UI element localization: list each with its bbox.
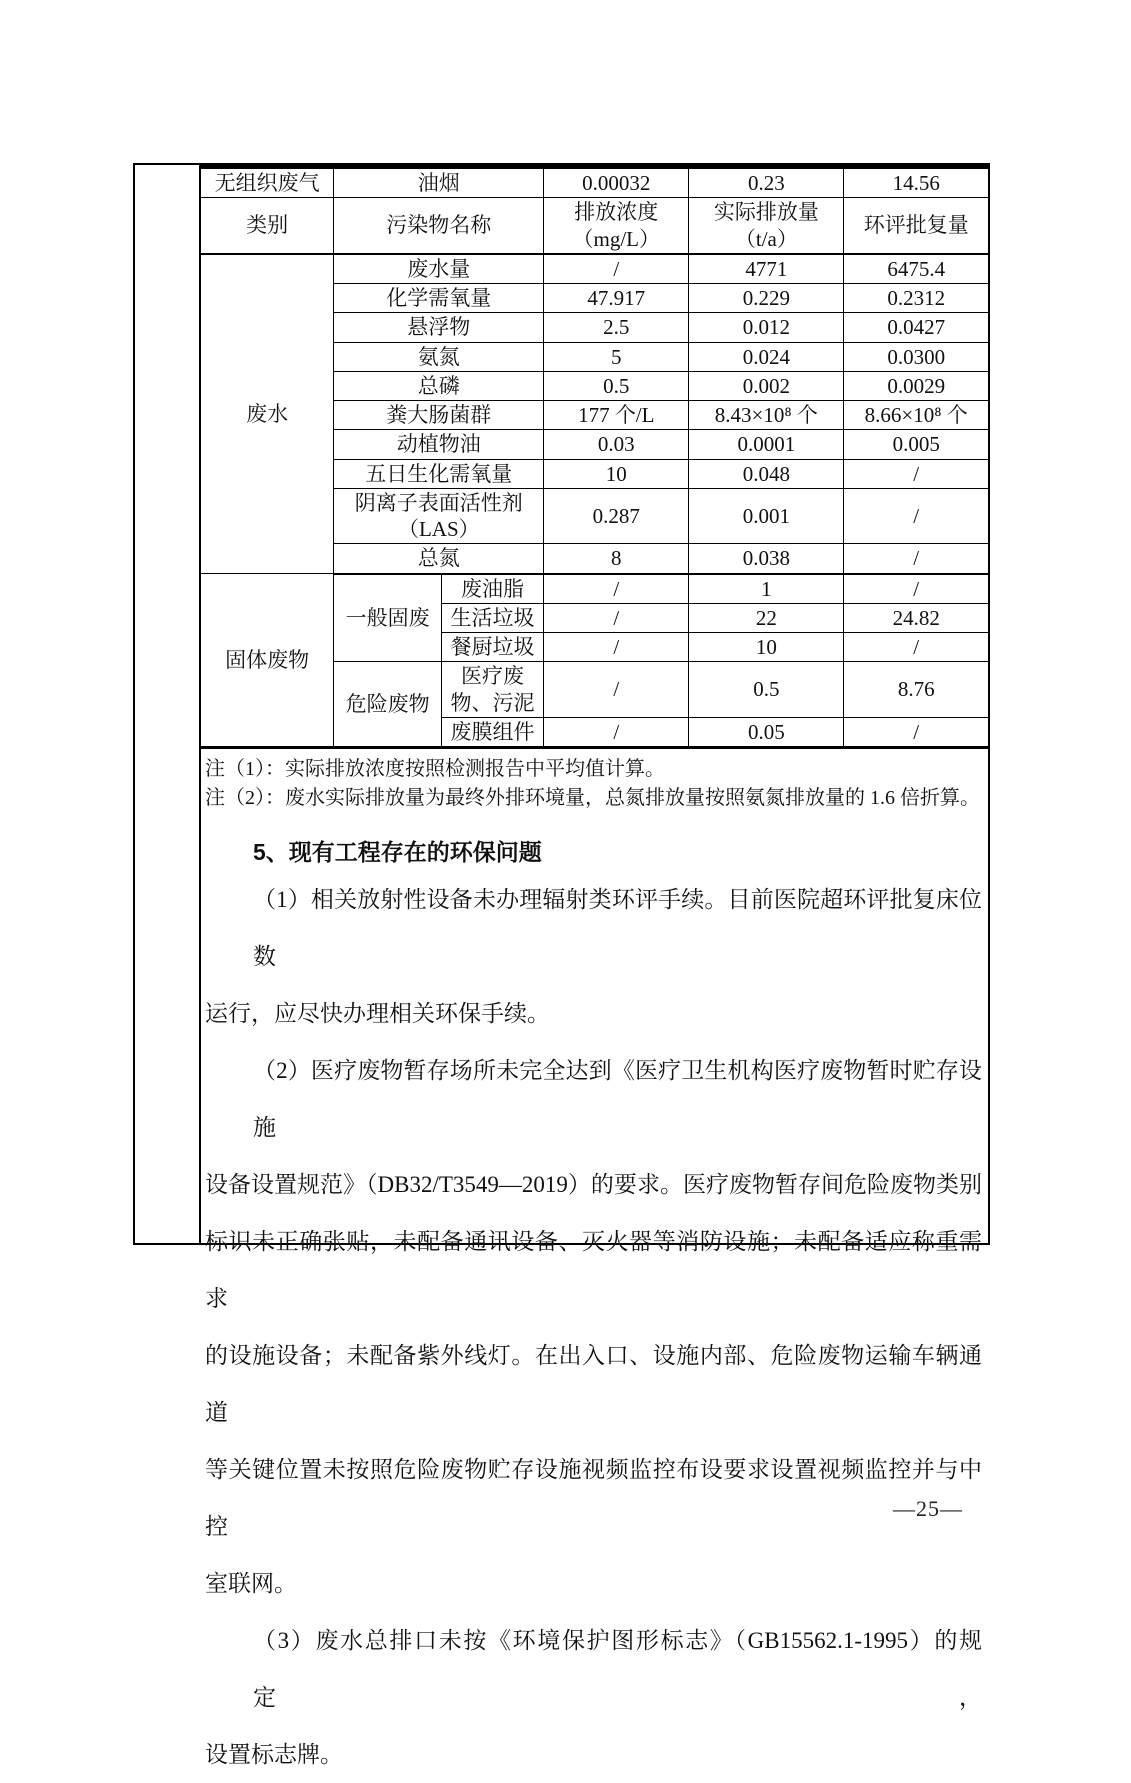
cell-actual: 4771 (689, 254, 844, 284)
cell-actual: 10 (689, 633, 844, 662)
cell-name-line2: 物、污泥 (450, 690, 535, 715)
header-pollutant: 污染物名称 (334, 198, 544, 254)
cell-name (334, 488, 544, 544)
cell-conc: / (544, 717, 689, 747)
header-concentration-line1: 排放浓度 (574, 200, 659, 225)
page-number: —25— (893, 1496, 963, 1521)
cell-solid-waste-category: 固体废物 (201, 574, 334, 748)
cell-approved: 0.2312 (844, 284, 988, 313)
cell-conc: 0.03 (544, 430, 689, 459)
cell-approved: 6475.4 (844, 254, 988, 284)
cell-approved: / (844, 459, 988, 488)
cell-name: 氨氮 (334, 342, 544, 371)
cell-actual: 0.0001 (689, 430, 844, 459)
header-concentration-line2: （mg/L） (572, 226, 661, 251)
header-actual (689, 198, 844, 254)
cell-name: 生活垃圾 (441, 603, 543, 632)
paragraph-2-line: 等关键位置未按照危险废物贮存设施视频监控布设要求设置视频监控并与中控 (205, 1457, 982, 1539)
cell-actual: 22 (689, 603, 844, 632)
cell-approved: / (844, 633, 988, 662)
cell-approved: / (844, 488, 988, 544)
emissions-table (201, 165, 988, 749)
paragraph-2-line: 标识未正确张贴，未配备通讯设备、灭火器等消防设施；未配备适应称重需求 (205, 1229, 982, 1311)
cell-name: 动植物油 (334, 430, 544, 459)
header-category: 类别 (201, 198, 334, 254)
cell-actual: 0.05 (689, 717, 844, 747)
cell-approved: 8.66×10⁸ 个 (844, 401, 988, 430)
cell-concentration: 0.00032 (544, 167, 689, 198)
cell-name: 粪大肠菌群 (334, 401, 544, 430)
cell-actual: 8.43×10⁸ 个 (689, 401, 844, 430)
cell-name: 悬浮物 (334, 313, 544, 342)
cell-approved: 24.82 (844, 603, 988, 632)
cell-name: 总氮 (334, 544, 544, 574)
cell-name (441, 662, 543, 718)
section-title: 5、现有工程存在的环保问题 (253, 839, 542, 865)
cell-approved: / (844, 717, 988, 747)
cell-conc: / (544, 633, 689, 662)
cell-conc: / (544, 603, 689, 632)
cell-name: 废水量 (334, 254, 544, 284)
cell-name: 餐厨垃圾 (441, 633, 543, 662)
paragraph-2-line: （2）医疗废物暂存场所未完全达到《医疗卫生机构医疗废物暂时贮存设施 (253, 1058, 982, 1140)
cell-conc: / (544, 254, 689, 284)
table-row-wastewater (201, 254, 988, 284)
cell-name: 废膜组件 (441, 717, 543, 747)
cell-conc: / (544, 574, 689, 604)
cell-name: 化学需氧量 (334, 284, 544, 313)
table-header-row (201, 198, 988, 254)
cell-pollutant: 油烟 (334, 167, 544, 198)
cell-approved: / (844, 544, 988, 574)
cell-actual: 0.23 (689, 167, 844, 198)
cell-conc: / (544, 662, 689, 718)
cell-name: 五日生化需氧量 (334, 459, 544, 488)
cell-actual: 0.001 (689, 488, 844, 544)
cell-category: 无组织废气 (201, 167, 334, 198)
paragraph-1-line: （1）相关放射性设备未办理辐射类环评手续。目前医院超环评批复床位数 (253, 887, 982, 969)
cell-approved: 0.0427 (844, 313, 988, 342)
form-left-empty-column (135, 165, 201, 1243)
paragraph-2-line: 设备设置规范》（DB32/T3549—2019）的要求。医疗废物暂存间危险废物类别 (205, 1172, 982, 1197)
cell-general-solid-label: 一般固废 (334, 574, 442, 662)
cell-approved: 14.56 (844, 167, 988, 198)
header-actual-line1: 实际排放量 (713, 200, 819, 225)
cell-wastewater-category: 废水 (201, 254, 334, 574)
table-notes (201, 749, 988, 812)
cell-actual: 0.229 (689, 284, 844, 313)
cell-conc: 10 (544, 459, 689, 488)
cell-approved: 8.76 (844, 662, 988, 718)
cell-name-line2: （LAS） (397, 517, 480, 541)
cell-approved: 0.0300 (844, 342, 988, 371)
cell-name: 废油脂 (441, 574, 543, 604)
cell-actual: 0.038 (689, 544, 844, 574)
cell-actual: 0.002 (689, 371, 844, 400)
cell-conc: 47.917 (544, 284, 689, 313)
cell-name-line1: 阴离子表面活性剂 (354, 490, 523, 515)
header-approved: 环评批复量 (844, 198, 988, 254)
paragraph-2-line: 的设施设备；未配备紫外线灯。在出入口、设施内部、危险废物运输车辆通道 (205, 1343, 982, 1425)
cell-approved: 0.0029 (844, 371, 988, 400)
paragraph-3-line: 设置标志牌。 (205, 1742, 343, 1767)
cell-conc: 5 (544, 342, 689, 371)
paragraph-1-line: 运行，应尽快办理相关环保手续。 (205, 1001, 550, 1026)
cell-actual: 0.5 (689, 662, 844, 718)
cell-name: 总磷 (334, 371, 544, 400)
note-2: 注（2）：废水实际排放量为最终外排环境量，总氮排放量按照氨氮排放量的 1.6 倍折算。 (205, 787, 980, 809)
cell-actual: 0.024 (689, 342, 844, 371)
cell-actual: 1 (689, 574, 844, 604)
section-body (201, 871, 988, 1783)
form-outer-box (133, 163, 990, 1767)
paragraph-3-line: （3）废水总排口未按《环境保护图形标志》（GB15562.1-1995）的规定， (253, 1628, 982, 1710)
cell-conc: 0.5 (544, 371, 689, 400)
form-content-column (201, 165, 988, 1767)
cell-conc: 0.287 (544, 488, 689, 544)
header-concentration (544, 198, 689, 254)
header-actual-line2: （t/a） (734, 226, 798, 251)
note-1: 注（1）：实际排放浓度按照检测报告中平均值计算。 (205, 758, 665, 780)
table-row-fugitive-gas (201, 167, 988, 198)
cell-conc: 8 (544, 544, 689, 574)
cell-hazardous-waste-label: 危险废物 (334, 662, 442, 748)
cell-actual: 0.012 (689, 313, 844, 342)
table-row-solid-waste (201, 574, 988, 604)
cell-name-line1: 医疗废 (461, 664, 525, 689)
cell-approved: / (844, 574, 988, 604)
paragraph-2-line: 室联网。 (205, 1571, 297, 1596)
cell-conc: 2.5 (544, 313, 689, 342)
cell-conc: 177 个/L (544, 401, 689, 430)
cell-approved: 0.005 (844, 430, 988, 459)
cell-actual: 0.048 (689, 459, 844, 488)
